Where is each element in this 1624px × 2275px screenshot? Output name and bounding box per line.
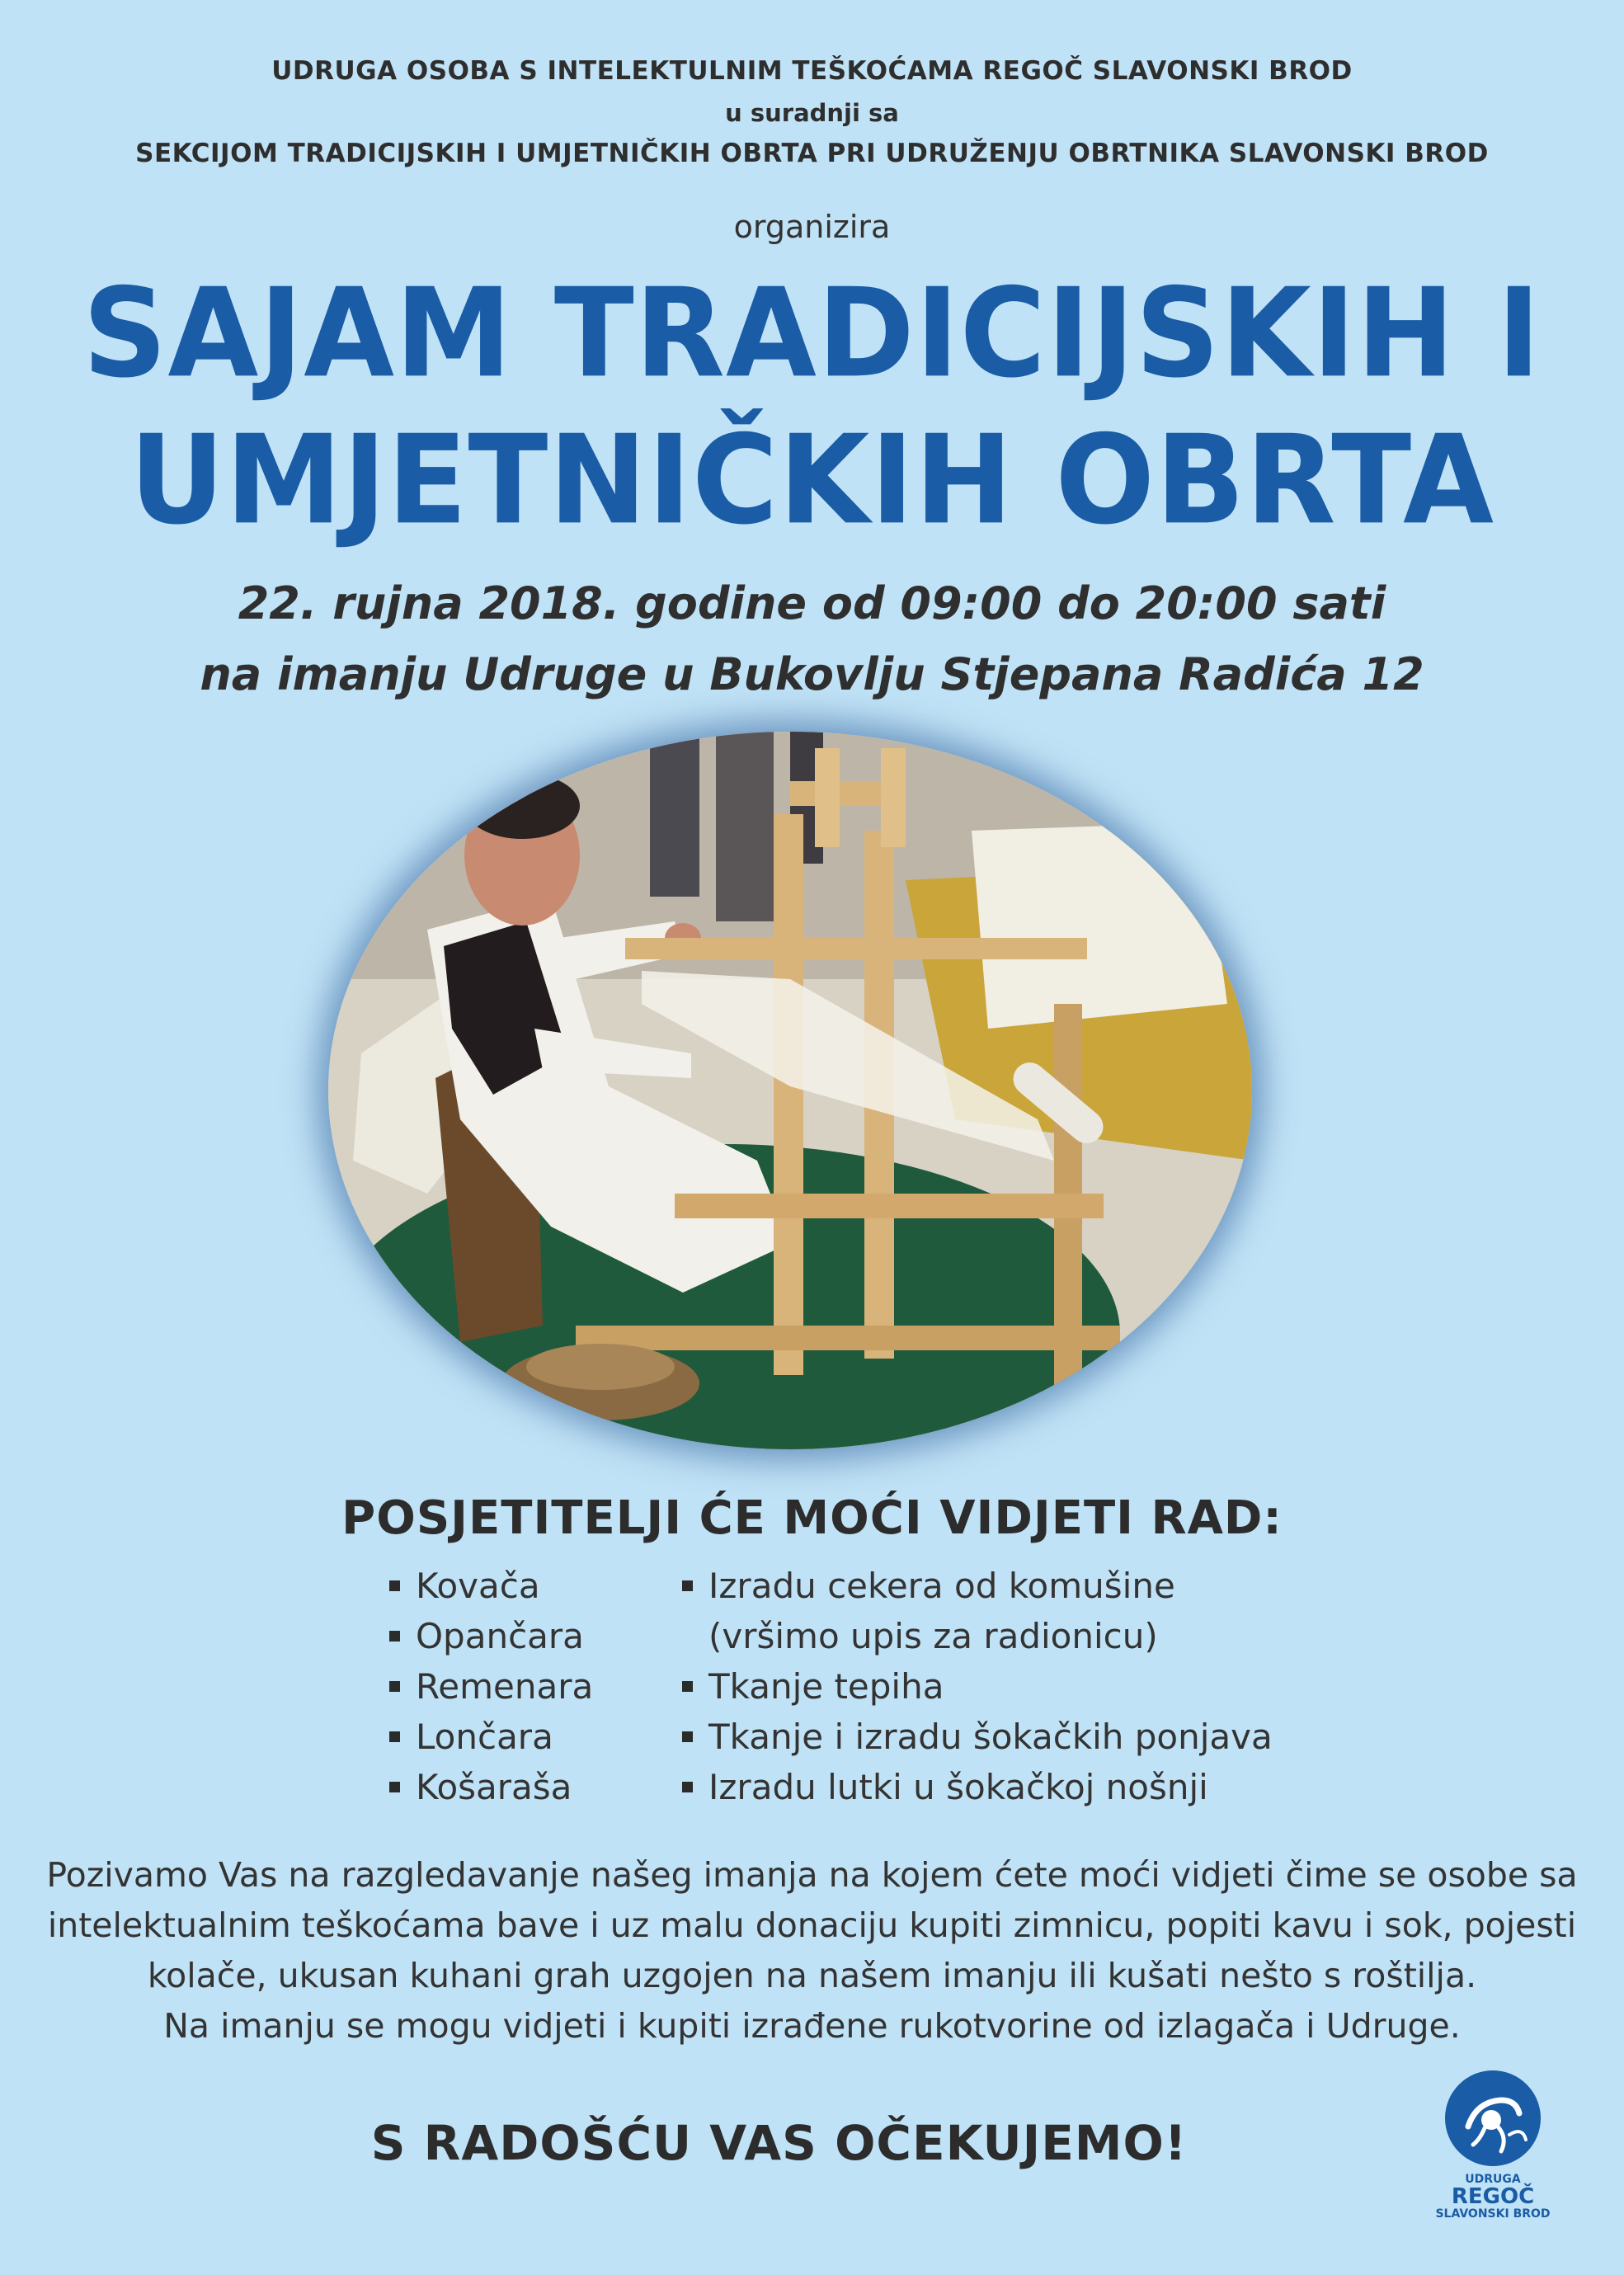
bullet-icon <box>682 1580 693 1591</box>
invitation-paragraph <box>33 1850 1591 2051</box>
bullet-icon <box>682 1731 693 1742</box>
list-item: Košaraša <box>389 1762 593 1812</box>
list-item: Lončara <box>389 1712 593 1762</box>
crafts-list-left <box>389 1561 593 1812</box>
event-date: 22. rujna 2018. godine od 09:00 do 20:00 sati <box>238 577 1386 629</box>
closing-message: S RADOŠĆU VAS OČEKUJEMO! <box>370 2115 1188 2171</box>
invitation-line: Pozivamo Vas na razgledavanje našeg imanja na kojem ćete moći vidjeti čime se osobe sa <box>46 1855 1578 1895</box>
event-location: na imanju Udruge u Bukovlju Stjepana Radića 12 <box>200 648 1424 700</box>
logo-small-top: UDRUGA <box>1465 2173 1521 2186</box>
logo-name: REGOČ <box>1451 2184 1535 2209</box>
regoc-logo <box>1435 2069 1551 2221</box>
list-item: Remenara <box>389 1661 593 1712</box>
logo-city: SLAVONSKI BROD <box>1435 2207 1551 2221</box>
collaboration-prefix: u suradnji sa <box>725 99 899 127</box>
bullet-icon <box>389 1580 400 1591</box>
organizes-label: organizira <box>733 209 891 245</box>
bullet-icon <box>682 1681 693 1692</box>
event-title-line-1: SAJAM TRADICIJSKIH I <box>82 261 1542 406</box>
invitation-line: Na imanju se mogu vidjeti i kupiti izrađene rukotvorine od izlagača i Udruge. <box>163 2006 1461 2046</box>
list-item: Izradu cekera od komušine <box>682 1561 1273 1611</box>
event-title-line-2: UMJETNIČKIH OBRTA <box>129 408 1495 553</box>
invitation-line: kolače, ukusan kuhani grah uzgojen na našem imanju ili kušati nešto s roštilja. <box>147 1956 1477 1995</box>
bullet-icon <box>389 1631 400 1641</box>
bullet-icon <box>389 1681 400 1692</box>
list-item: Opančara <box>389 1611 593 1661</box>
invitation-line: intelektualnim teškoćama bave i uz malu donaciju kupiti zimnicu, popiti kavu i sok, pojesti <box>47 1905 1577 1945</box>
list-item: Tkanje tepiha <box>682 1661 1273 1712</box>
crafts-list-right <box>682 1561 1273 1812</box>
list-item: Izradu lutki u šokačkoj nošnji <box>682 1762 1273 1812</box>
list-item: Tkanje i izradu šokačkih ponjava <box>682 1712 1273 1762</box>
weaving-photo <box>328 732 1252 1449</box>
list-item: Kovača <box>389 1561 593 1611</box>
organization-name: UDRUGA OSOBA S INTELEKTULNIM TEŠKOĆAMA REGOČ SLAVONSKI BROD <box>271 56 1353 86</box>
collaboration-name: SEKCIJOM TRADICIJSKIH I UMJETNIČKIH OBRTA PRI UDRUŽENJU OBRTNIKA SLAVONSKI BROD <box>135 139 1489 168</box>
bullet-icon <box>682 1782 693 1792</box>
list-item-note: (vršimo upis za radionicu) <box>708 1616 1158 1656</box>
bullet-icon <box>389 1731 400 1742</box>
visitors-heading: POSJETITELJI ĆE MOĆI VIDJETI RAD: <box>341 1491 1283 1545</box>
regoc-logo-icon <box>1443 2069 1542 2168</box>
weaving-photo-illustration <box>328 732 1252 1449</box>
bullet-icon <box>389 1782 400 1792</box>
